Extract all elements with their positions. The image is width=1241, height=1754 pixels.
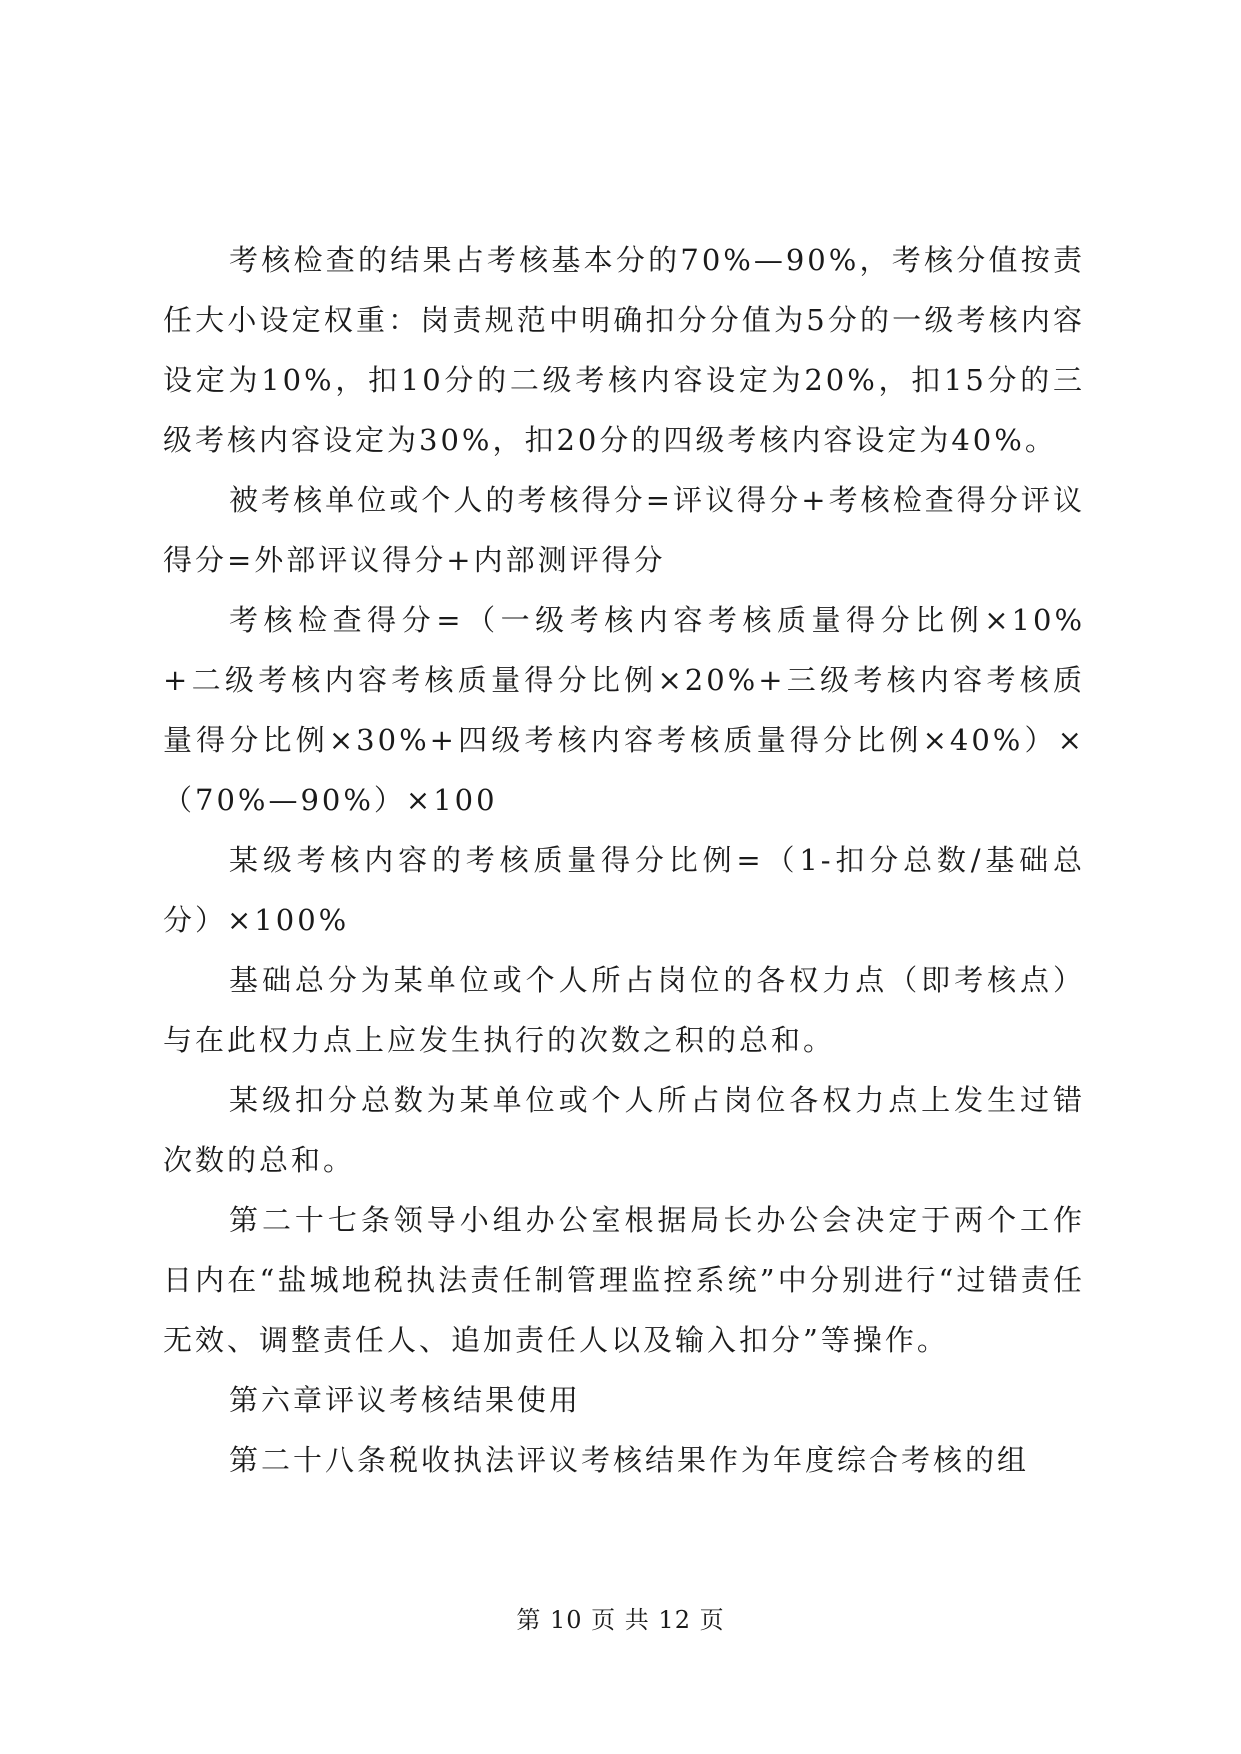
paragraph-article-27: 第二十七条领导小组办公室根据局长办公会决定于两个工作日内在“盐城地税执法责任制管理监控系统”中分别进行“过错责任无效、调整责任人、追加责任人以及输入扣分”等操作。	[163, 1203, 1085, 1357]
paragraph-weight-rules: 考核检查的结果占考核基本分的70%—90%，考核分值按责任大小设定权重：岗责规范中明确扣分分值为5分的一级考核内容设定为10%，扣10分的二级考核内容设定为20%，扣15分的三级考核内容设定为30%，扣20分的四级考核内容设定为40%。	[163, 243, 1085, 457]
page-number: 第 10 页 共 12 页	[516, 1606, 725, 1634]
paragraph-score-formula: 被考核单位或个人的考核得分=评议得分+考核检查得分评议得分=外部评议得分+内部测评得分	[163, 483, 1085, 577]
paragraph-quality-ratio: 某级考核内容的考核质量得分比例=（1-扣分总数/基础总分）×100%	[163, 843, 1085, 937]
paragraph-article-28: 第二十八条税收执法评议考核结果作为年度综合考核的组	[229, 1443, 1030, 1477]
paragraph-deduction-total: 某级扣分总数为某单位或个人所占岗位各权力点上发生过错次数的总和。	[163, 1083, 1085, 1177]
paragraph-inspection-score: 考核检查得分=（一级考核内容考核质量得分比例×10%+二级考核内容考核质量得分比例×20%+三级考核内容考核质量得分比例×30%+四级考核内容考核质量得分比例×40%）×（70%—90%）×100	[163, 603, 1085, 817]
document-body	[163, 230, 1085, 1490]
chapter-heading: 第六章评议考核结果使用	[229, 1383, 582, 1417]
paragraph-base-score: 基础总分为某单位或个人所占岗位的各权力点（即考核点）与在此权力点上应发生执行的次数之积的总和。	[163, 963, 1085, 1057]
